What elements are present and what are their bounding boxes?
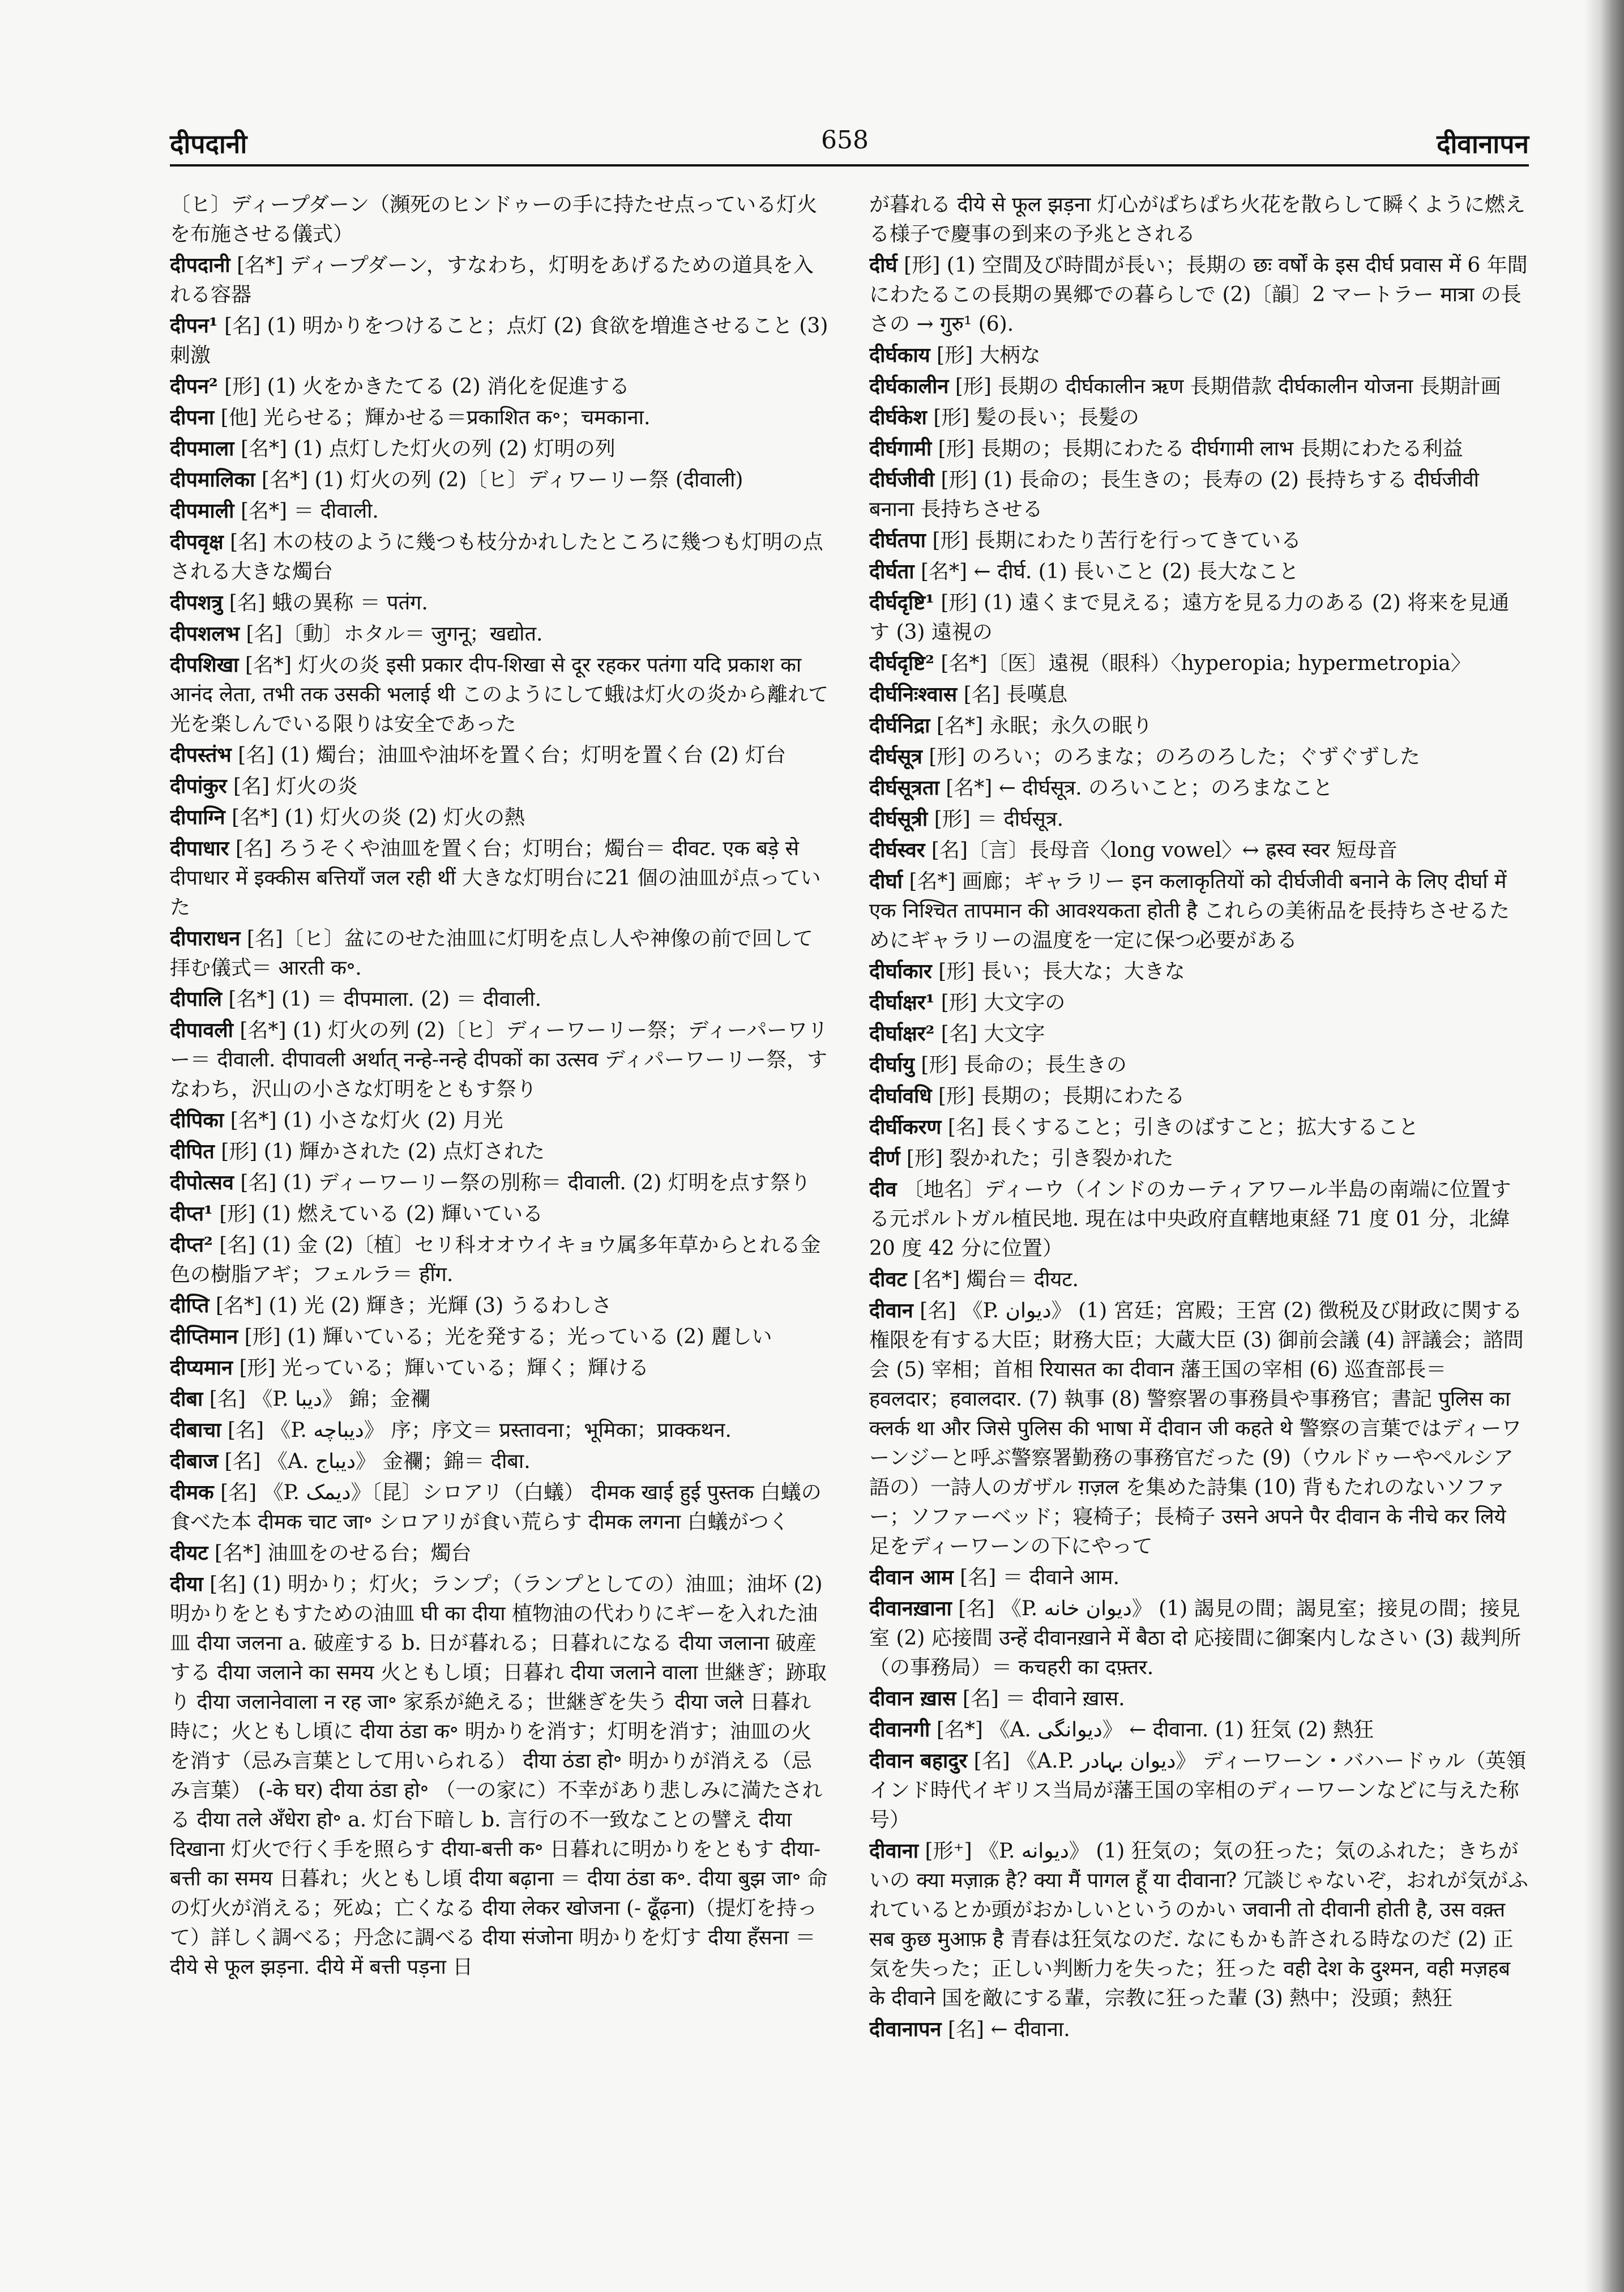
dictionary-entry	[869, 957, 1529, 987]
entry-headword: दीयट	[170, 1541, 208, 1565]
dictionary-entry	[170, 650, 830, 739]
entry-definition: [形] ＝ दीर्घसूत्र.	[934, 808, 1064, 831]
entry-definition: [形] (1) 遠くまで見える；遠方を見る力のある (2) 将来を見通す (3) 遠視の	[869, 591, 1510, 644]
entry-definition: [名*] 《A. ديوانگی》 ← दीवाना. (1) 狂気 (2) 熱狂	[936, 1718, 1374, 1742]
entry-headword: दीवान	[869, 1299, 913, 1322]
entry-definition: [名] 長嘆息	[963, 683, 1068, 706]
entry-headword: दीर्घता	[869, 560, 914, 583]
entry-headword: दीपना	[170, 406, 215, 429]
entry-definition: [名] ← दीवाना.	[947, 2018, 1070, 2041]
entry-definition: [名*] (1) 灯火の列 (2)〔ヒ〕ディーワーリー祭；ディーパーワリー＝ दीवाली. दीपावली अर्थात् नन्हे-नन्हे दीपकों का उत्सव ディパーワーリー祭，すなわち，沢山の小さな灯明をともす祭り	[170, 1019, 828, 1101]
entry-headword: दीर्घसूत्रता	[869, 776, 939, 800]
entry-definition: [形] 光っている；輝いている；輝く；輝ける	[239, 1356, 649, 1380]
entry-definition: [形] 裂かれた；引き裂かれた	[906, 1147, 1174, 1170]
page-header	[170, 113, 1529, 164]
dictionary-entry	[170, 1106, 830, 1136]
dictionary-entry	[869, 1112, 1529, 1142]
entry-definition: [名] (1) 燭台；油皿や油坏を置く台；灯明を置く台 (2) 灯台	[238, 744, 787, 767]
dictionary-entry	[170, 190, 830, 249]
entry-definition: [名] 《P. ديوان》 (1) 宮廷；宮殿；王宮 (2) 徴税及び財政に関する権限を有する大臣；財務大臣；大蔵大臣 (3) 御前会議 (4) 評議会；諮問会 (5) 宰相；首相 रियासत का दीवान 藩王国の宰相 (6) 巡査部長＝ हवलदार；हवालदार. (7) 執事 (8) 警察署の事務員や事務官；書記 पुलिस का क्लर्क था और जिसे पुलिस की भाषा में दीवान जी कहते थे 警察の言葉ではディーワーンジーと呼ぶ警察署勤務の事務官だった (9)（ウルドゥーやペルシア語の）一詩人のガザル ग़ज़ल を集めた詩集 (10) 背もたれのないソファー；ソファーベッド；寝椅子；長椅子 उसने अपने पैर दीवान के नीचे कर लिये 足をディーワーンの下にやって	[869, 1299, 1524, 1558]
entry-definition: [名] 《P. ديمک》〔昆〕シロアリ（白蟻） दीमक खाई हुई पुस्तक 白蟻の食べた本 दीमक चाट जा॰ シロアリが食い荒らす दीमक लगना 白蟻がつく	[170, 1481, 822, 1534]
dictionary-entry	[170, 1137, 830, 1167]
entry-headword: दीव	[869, 1177, 897, 1201]
entry-headword: दीर्घायु	[869, 1053, 914, 1077]
entry-definition: [名] 《A.P. ديوان بہادر》 ディーワーン・バハードゥル（英領インド時代イギリス当局が藩王国の宰相のディーワーンなどに与えた称号）	[869, 1749, 1527, 1832]
entry-definition: 〔地名〕ディーウ（インドのカーティアワール半島の南端に位置する元ポルトガル植民地. 現在は中央政府直轄地東経 71 度 01 分，北緯 20 度 42 分に位置）	[869, 1178, 1511, 1260]
entry-headword: दीवान आम	[869, 1565, 954, 1589]
entry-headword: दीप्यमान	[170, 1356, 233, 1380]
entry-definition: [名] 大文字	[941, 1022, 1045, 1045]
entry-headword: दीपाग्नि	[170, 805, 225, 829]
dictionary-entry	[170, 434, 830, 464]
entry-definition: [名] (1) 明かりをつけること；点灯 (2) 食欲を増進させること (3) 刺激	[170, 314, 828, 367]
dictionary-entry	[170, 924, 830, 983]
entry-definition: [名]〔言〕長母音〈long vowel〉↔ ह्रस्व स्वर 短母音	[931, 839, 1398, 862]
entry-definition: [名*] (1) 光 (2) 輝き；光輝 (3) うるわしさ	[215, 1294, 612, 1317]
entry-headword: दीर्घकालीन	[869, 374, 949, 398]
entry-definition: [形] 長期の दीर्घकालीन ऋण 長期借款 दीर्घकालीन योजना 長期計画	[955, 375, 1501, 398]
entry-definition: [名*] (1) 点灯した灯火の列 (2) 灯明の列	[240, 437, 616, 460]
dictionary-entry	[869, 1175, 1529, 1264]
entry-headword: दीया	[170, 1572, 203, 1596]
dictionary-entry	[869, 403, 1529, 433]
dictionary-entry	[869, 711, 1529, 741]
entry-headword: दीर्घाकार	[869, 959, 932, 983]
entry-definition: [形] 長期の；長期にわたる दीर्घगामी लाभ 長期にわたる利益	[938, 437, 1463, 460]
right-column	[869, 190, 1529, 2206]
entry-definition: [名*]〔医〕遠視（眼科）〈hyperopia; hypermetropia〉	[941, 652, 1471, 675]
dictionary-entry	[170, 496, 830, 526]
entry-definition: [名*] 永眠；永久の眠り	[936, 714, 1153, 737]
dictionary-entry	[170, 403, 830, 433]
entry-headword: दीमक	[170, 1480, 214, 1504]
dictionary-entry	[869, 1265, 1529, 1295]
entry-headword: दीर्घजीवी	[869, 468, 935, 492]
entry-definition: [名]〔動〕ホタル＝ जुगनू；खद्योत.	[246, 622, 543, 646]
entry-headword: दीर्घाक्षर¹	[869, 991, 935, 1014]
entry-headword: दीपावली	[170, 1018, 233, 1042]
dictionary-entry	[170, 1353, 830, 1383]
header-guide-word-right: दीवानापन	[1437, 129, 1529, 159]
entry-definition: [形] (1) 燃えている (2) 輝いている	[219, 1202, 544, 1226]
entry-headword: दीर्घावधि	[869, 1084, 932, 1108]
left-column	[170, 190, 830, 2206]
dictionary-entry	[170, 771, 830, 801]
entry-headword: दीवान बहादुर	[869, 1749, 968, 1773]
dictionary-entry	[170, 1291, 830, 1321]
entry-headword: दीपमाली	[170, 499, 234, 523]
entry-definition: [名*] (1) 灯火の列 (2)〔ヒ〕ディワーリー祭 (दीवाली)	[261, 468, 743, 492]
dictionary-entry	[869, 867, 1529, 955]
dictionary-entry	[869, 1296, 1529, 1561]
dictionary-entry	[869, 1019, 1529, 1049]
dictionary-entry	[869, 190, 1529, 249]
dictionary-entry	[869, 2014, 1529, 2045]
dictionary-entry	[869, 1563, 1529, 1593]
entry-headword: दीपन¹	[170, 314, 218, 338]
entry-headword: दीवाना	[869, 1839, 919, 1863]
entry-definition: [形] 長命の；長生きの	[921, 1053, 1127, 1077]
dictionary-entry	[170, 1446, 830, 1476]
dictionary-entry	[170, 527, 830, 587]
entry-definition: [名*] 油皿をのせる台；燭台	[214, 1542, 472, 1565]
entry-definition: [名] 《P. ديباچه》 序；序文＝ प्रस्तावना；भूमिका；प्राक्कथन.	[227, 1419, 732, 1442]
entry-headword: दीर्ण	[869, 1146, 900, 1170]
entry-definition: [形] (1) 輝かされた (2) 点灯された	[221, 1140, 545, 1163]
entry-headword: दीवट	[869, 1267, 907, 1291]
entry-definition: [名*] 灯火の炎 इसी प्रकार दीप-शिखा से दूर रहकर पतंगा यदि प्रकाश का आनंद लेता, तभी तक उसकी भलाई थी このようにして蛾は灯火の炎から離れて光を楽しんでいる限りは安全であった	[170, 654, 829, 736]
entry-headword: दीपालि	[170, 987, 222, 1011]
entry-definition: [名] 灯火の炎	[233, 775, 358, 798]
dictionary-entry	[869, 773, 1529, 803]
dictionary-entry	[869, 742, 1529, 772]
dictionary-entry	[170, 1199, 830, 1229]
entry-headword: दीप्त¹	[170, 1202, 213, 1226]
dictionary-entry	[869, 557, 1529, 587]
entry-definition: [名*] 燭台＝ दीयट.	[913, 1268, 1079, 1291]
dictionary-entry	[170, 1230, 830, 1290]
dictionary-entry	[869, 1594, 1529, 1683]
entry-headword: दीपशत्रु	[170, 591, 223, 614]
dictionary-entry	[869, 340, 1529, 370]
entry-definition: [名] (1) 金 (2)〔植〕セリ科オオウイキョウ属多年草からとれる金色の樹脂アギ；フェルラ＝ हींग.	[170, 1234, 821, 1286]
entry-headword: दीपशिखा	[170, 653, 239, 677]
entry-headword: दीपस्तंभ	[170, 743, 232, 767]
entry-definition: [形] (1) 空間及び時間が長い；長期の छः वर्षों के इस दीर्घ प्रवास में 6 年間にわたるこの長期の異郷での暮らしで (2)〔韻〕2 マートラー मात्रा の長さの → गुरु¹ (6).	[869, 254, 1528, 336]
dictionary-entry	[869, 835, 1529, 865]
entry-headword: दीर्घगामी	[869, 437, 932, 460]
dictionary-entry	[869, 526, 1529, 556]
dictionary-entry	[170, 984, 830, 1014]
dictionary-entry	[170, 619, 830, 649]
entry-headword: दीबा	[170, 1387, 203, 1411]
dictionary-entry	[869, 680, 1529, 710]
entry-definition: [名] ろうそくや油皿を置く台；灯明台；燭台＝ दीवट. एक बड़े से दीपाधार में इक्कीस बत्तियाँ जल रही थीं 大きな灯明台に21 個の油皿が点っていた	[170, 837, 821, 919]
entry-definition: [名*] ← दीर्घ. (1) 長いこと (2) 長大なこと	[921, 560, 1300, 583]
entry-definition: [名] (1) ディーワーリー祭の別称＝ दीवाली. (2) 灯明を点す祭り	[240, 1171, 811, 1194]
entry-definition: [名] 《P. ديبا》 錦；金襴	[209, 1388, 431, 1411]
header-guide-word-left: दीपदानी	[170, 129, 247, 159]
entry-definition: [形] 大文字の	[941, 991, 1066, 1014]
entry-headword: दीर्घनिद्रा	[869, 714, 930, 737]
entry-headword: दीपन²	[170, 374, 218, 398]
page-number: 658	[821, 126, 869, 155]
entry-headword: दीप्ति	[170, 1294, 210, 1317]
entry-headword: दीप्त²	[170, 1233, 213, 1257]
entry-definition: [名] (1) 明かり；灯火；ランプ；（ランプとしての）油皿；油坏 (2) 明かりをともすための油皿 घी का दीया 植物油の代わりにギーを入れた油皿 दीया जलना a. 破産する b. 日が暮れる；日暮れになる दीया जलाना 破産する दीया जलाने का समय 火ともし頃；日暮れ दीया जलाने वाला 世継ぎ；跡取り दीया जलानेवाला न रह जा॰ 家系が絶える；世継ぎを失う दीया जले 日暮れ時に；火ともし頃に दीया ठंडा क॰ 明かりを消す；灯明を消す；油皿の火を消す（忌み言葉として用いられる） दीया ठंडा हो॰ 明かりが消える（忌み言葉） (-के घर) दीया ठंडा हो॰ （一の家に）不幸があり悲しみに満たされる दीया तले अँधेरा हो॰ a. 灯台下暗し b. 言行の不一致なことの譬え दीया दिखाना 灯火で行く手を照らす दीया-बत्ती क॰ 日暮れに明かりをともす दीया-बत्ती का समय 日暮れ；火ともし頃 दीया बढ़ाना ＝ दीया ठंडा क॰. दीया बुझ जा॰ 命の灯火が消える；死ぬ；亡くなる दीया लेकर खोजना (- ढूँढ़ना)（提灯を持って）詳しく調べる；丹念に調べる दीया संजोना 明かりを灯す दीया हँसना ＝ दीये से फूल झड़ना. दीये में बत्ती पड़ना 日	[170, 1573, 828, 1979]
entry-headword: दीर्घीकरण	[869, 1115, 942, 1139]
entry-definition: [名] ＝ दीवाने ख़ास.	[962, 1687, 1125, 1710]
dictionary-entry	[869, 1050, 1529, 1080]
entry-headword: दीर्घकेश	[869, 406, 927, 429]
entry-headword: दीर्घकाय	[869, 343, 930, 367]
entry-headword: दीपवृक्ष	[170, 530, 224, 554]
entry-definition: [名] 《P. ديوان خانه》 (1) 謁見の間；謁見室；接見の間；接見室 (2) 応接間 उन्हें दीवानख़ाने में बैठा दो 応接間に御案内しなさい (3) 裁判所（の事務局）＝ कचहरी का दफ़्तर.	[869, 1597, 1522, 1679]
dictionary-entry	[170, 588, 830, 618]
entry-headword: दीपोत्सव	[170, 1171, 234, 1194]
dictionary-entry	[170, 834, 830, 923]
entry-definition: [形] 長期の；長期にわたる	[938, 1085, 1185, 1108]
entry-headword: दीवान ख़ास	[869, 1687, 956, 1710]
dictionary-entry	[869, 1715, 1529, 1745]
entry-definition: [形] のろい；のろまな；のろのろした；ぐずぐずした	[929, 745, 1420, 769]
entry-headword: दीर्घाक्षर²	[869, 1022, 935, 1045]
dictionary-entry	[170, 311, 830, 370]
entry-headword: दीपाधार	[170, 836, 229, 860]
entry-headword: दीर्घस्वर	[869, 838, 925, 862]
dictionary-entry	[170, 372, 830, 402]
entry-headword: दीबाचा	[170, 1418, 221, 1442]
entry-definition: [名] ＝ दीवाने आम.	[960, 1566, 1120, 1589]
dictionary-entry	[869, 1143, 1529, 1173]
dictionary-entry	[170, 803, 830, 833]
entry-definition: [名*] 画廊；ギャラリー इन कलाकृतियों को दीर्घजीवी बनाने के लिए दीर्घा में एक निश्चित तापमान की आवश्यकता होती है これらの美術品を長持ちさせるためにギャラリーの温度を一定に保つ必要がある	[869, 870, 1510, 952]
entry-headword: दीपमाला	[170, 437, 234, 460]
dictionary-entry	[170, 1569, 830, 1982]
entry-headword: दीवानापन	[869, 2017, 942, 2041]
entry-headword: दीवानख़ाना	[869, 1597, 952, 1620]
dictionary-entry	[869, 1081, 1529, 1111]
dictionary-entry	[869, 1746, 1529, 1835]
dictionary-entry	[869, 1684, 1529, 1714]
dictionary-entry	[170, 1538, 830, 1568]
entry-headword: दीर्घ	[869, 253, 898, 277]
entry-definition: [形] 長期にわたり苦行を行ってきている	[932, 529, 1302, 552]
entry-definition: [名*] ← दीर्घसूत्र. のろいこと；のろまなこと	[946, 776, 1334, 800]
entry-definition: [名] 蛾の異称 ＝ पतंग.	[229, 591, 428, 614]
entry-headword: दीपाराधन	[170, 927, 241, 950]
dictionary-entry	[869, 434, 1529, 464]
entry-headword: दीवानगी	[869, 1718, 930, 1742]
entry-definition: [名*] (1) ＝ दीपमाला. (2) ＝ दीवाली.	[228, 988, 542, 1011]
dictionary-entry	[170, 1384, 830, 1414]
dictionary-entry	[869, 648, 1529, 678]
page-edge-shadow	[1584, 0, 1624, 2292]
entry-definition: [他] 光らせる；輝かせる＝प्रकाशित क॰；चमकाना.	[220, 406, 651, 429]
dictionary-entry	[170, 1015, 830, 1104]
entry-definition: [名]〔ヒ〕盆にのせた油皿に灯明を点し人や神像の前で回して拝む儀式＝ आरती क॰.	[170, 927, 813, 980]
entry-definition: [名*] (1) 灯火の炎 (2) 灯火の熱	[232, 806, 525, 829]
entry-headword: दीपदानी	[170, 253, 230, 277]
dictionary-entry	[869, 1836, 1529, 2013]
dictionary-entry	[170, 465, 830, 495]
entry-definition: [名] 木の枝のように幾つも枝分かれしたところに幾つも灯明の点される大きな燭台	[170, 531, 823, 583]
dictionary-entry	[170, 1322, 830, 1352]
dictionary-entry	[170, 740, 830, 770]
entry-headword: दीर्घनिःश्वास	[869, 682, 958, 706]
entry-definition: [形] 大柄な	[937, 344, 1041, 367]
dictionary-entry	[869, 250, 1529, 339]
entry-headword: दीप्तिमान	[170, 1325, 238, 1348]
entry-headword: दीर्घा	[869, 869, 903, 893]
entry-headword: दीपित	[170, 1139, 215, 1163]
entry-headword: दीर्घसूत्री	[869, 807, 928, 831]
entry-definition: [形] (1) 輝いている；光を発する；光っている (2) 麗しい	[244, 1325, 772, 1348]
entry-definition: [形] 長い；長大な；大きな	[938, 960, 1185, 983]
entry-definition: [名] 長くすること；引きのばすこと；拡大すること	[947, 1116, 1419, 1139]
entry-headword: दीपमालिका	[170, 468, 255, 492]
dictionary-entry	[170, 1168, 830, 1198]
dictionary-entry	[170, 1478, 830, 1537]
dictionary-entry	[170, 250, 830, 310]
header-rule	[170, 164, 1529, 167]
entry-definition: が暮れる दीये से फूल झड़ना 灯心がぱちぱち火花を散らして瞬くように燃える様子で慶事の到来の予兆とされる	[869, 193, 1525, 246]
entry-definition: [形] (1) 火をかきたてる (2) 消化を促進する	[224, 375, 630, 398]
dictionary-entry	[869, 372, 1529, 402]
entry-definition: [形] (1) 長命の；長生きの；長寿の (2) 長持ちする दीर्घजीवी बनाना 長持ちさせる	[869, 468, 1479, 521]
entry-headword: दीर्घसूत्र	[869, 745, 922, 769]
entry-headword: दीबाज	[170, 1449, 219, 1473]
entry-definition: [名*] ディープダーン，すなわち，灯明をあげるための道具を入れる容器	[170, 254, 814, 306]
entry-definition: [名*] ＝ दीवाली.	[240, 500, 379, 523]
entry-definition: [形] 髪の長い；長髪の	[933, 406, 1139, 429]
entry-headword: दीपांकुर	[170, 774, 227, 798]
dictionary-entry	[869, 588, 1529, 647]
entry-headword: दीपिका	[170, 1108, 224, 1132]
entry-definition: 〔ヒ〕ディープダーン（瀕死のヒンドゥーの手に持たせ点っている灯火を布施させる儀式）	[170, 193, 818, 246]
entry-definition: [名*] (1) 小さな灯火 (2) 月光	[230, 1109, 503, 1132]
entry-definition: [名] 《A. ديباج》 金襴；錦＝ दीबा.	[224, 1450, 531, 1473]
entry-headword: दीपशलभ	[170, 622, 240, 646]
entry-headword: दीर्घदृष्टि¹	[869, 591, 934, 614]
entry-headword: दीर्घदृष्टि²	[869, 651, 934, 675]
entry-headword: दीर्घतपा	[869, 528, 926, 552]
dictionary-entry	[170, 1415, 830, 1445]
entry-definition: [形⁺] 《P. ديوانه》 (1) 狂気の；気の狂った；気のふれた；きちがいの क्या मज़ाक़ है? क्या मैं पागल हूँ या दीवाना? 冗談じゃないぞ，おれが気がふれているとか頭がおかしいというのかい जवानी तो दीवानी होती है, उस वक़्त सब कुछ मुआफ़ है 青春は狂気なのだ. なにもかも許される時なのだ (2) 正気を失った；正しい判断力を失った；狂った वही देश के दुश्मन, वही मज़हब के दीवाने 国を敵にする輩，宗教に狂った輩 (3) 熱中；没頭；熱狂	[869, 1839, 1528, 2010]
dictionary-entry	[869, 988, 1529, 1018]
dictionary-entry	[869, 465, 1529, 524]
dictionary-entry	[869, 804, 1529, 834]
